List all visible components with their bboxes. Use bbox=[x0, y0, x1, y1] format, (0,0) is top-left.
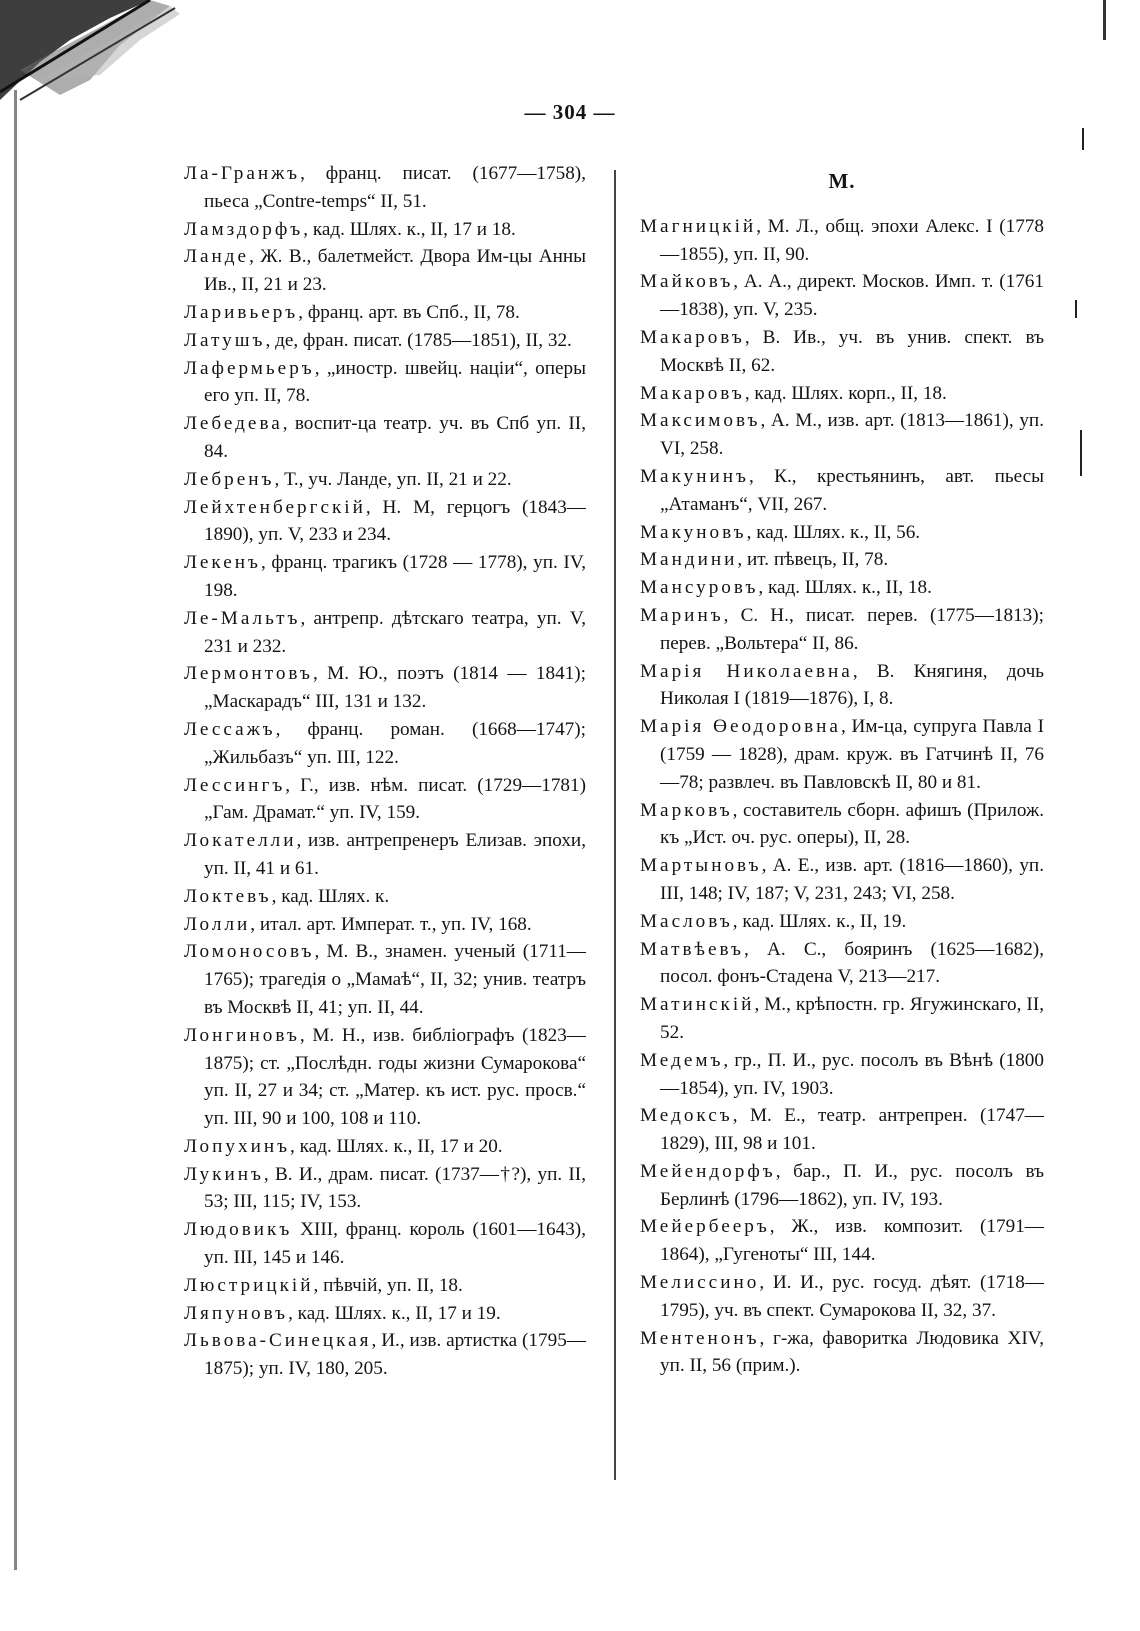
entry-name: Локтевъ bbox=[184, 885, 272, 907]
entry-text: , франц. писат. (1677—1758), пьеса „Contre-temps“ II, 51. bbox=[204, 163, 586, 212]
entry-text: , бар., П. И., рус. посолъ въ Берлинѣ (1796—1862), уп. IV, 193. bbox=[660, 1160, 1044, 1210]
index-entry bbox=[184, 1133, 586, 1161]
entry-name: Мандини bbox=[640, 549, 738, 571]
index-entry bbox=[640, 852, 1044, 908]
entry-name: Ляпуновъ bbox=[184, 1302, 289, 1324]
entry-text: , В. Княгиня, дочь Николая I (1819—1876), I, 8. bbox=[660, 660, 1045, 710]
entry-name: Мартыновъ bbox=[640, 855, 762, 877]
entry-name: Лафермьеръ bbox=[184, 357, 315, 379]
entry-text: , ит. пѣвецъ, II, 78. bbox=[737, 549, 889, 571]
edge-mark bbox=[1080, 430, 1082, 476]
entry-text: , В. Ив., уч. въ унив. спект. въ Москвѣ II, 62. bbox=[660, 326, 1044, 376]
entry-text: , пѣвчій, уп. II, 18. bbox=[313, 1274, 463, 1296]
entry-text: , А. Е., изв. арт. (1816—1860), уп. III, 148; IV, 187; V, 231, 243; VI, 258. bbox=[660, 855, 1044, 904]
entry-name: Марковъ bbox=[640, 799, 733, 821]
index-entry bbox=[640, 519, 1044, 547]
entry-name: Локателли bbox=[184, 830, 297, 852]
entry-name: Марія Өеодоровна bbox=[640, 716, 841, 738]
index-entry bbox=[640, 1269, 1044, 1325]
index-entry bbox=[184, 410, 586, 466]
index-entry bbox=[184, 1327, 586, 1383]
entry-text: , кад. Шлях. к., II, 17 и 19. bbox=[288, 1302, 501, 1324]
entry-text: , Ж. В., балетмейст. Двора Им-цы Анны Ив., II, 21 и 23. bbox=[204, 246, 586, 296]
entry-name: Лермонтовъ bbox=[184, 663, 313, 685]
entry-text: , Г., изв. нѣм. писат. (1729—1781) „Гам. Драмат.“ уп. IV, 159. bbox=[204, 774, 586, 824]
entry-text: , Им-ца, супруга Павла I (1759 — 1828), драм. круж. въ Гатчинѣ II, 76—78; развлеч. въ Павловскѣ II, 80 и 81. bbox=[660, 716, 1044, 793]
index-entry bbox=[640, 213, 1044, 269]
index-entry bbox=[184, 660, 586, 716]
index-entry bbox=[640, 908, 1044, 936]
left-column bbox=[184, 160, 586, 1383]
index-entry bbox=[184, 1272, 586, 1300]
entry-text: , воспит-ца театр. уч. въ Спб уп. II, 84. bbox=[204, 413, 586, 462]
index-entry bbox=[640, 1158, 1044, 1214]
entry-text: , антрепр. дѣтскаго театра, уп. V, 231 и 232. bbox=[204, 607, 586, 657]
entry-text: , И. И., рус. госуд. дѣят. (1718—1795), уч. въ спект. Сумарокова II, 32, 37. bbox=[660, 1272, 1044, 1321]
entry-text: , М. Л., общ. эпохи Алекс. I (1778—1855), уп. II, 90. bbox=[660, 215, 1044, 265]
entry-text: , кад. Шлях. к., II, 17 и 20. bbox=[290, 1135, 503, 1157]
entry-text: , кад. Шлях. корп., II, 18. bbox=[744, 382, 947, 404]
entry-text: , С. Н., писат. перев. (1775—1813); перев. „Вольтера“ II, 86. bbox=[660, 604, 1044, 654]
entry-name: Ле-Мальтъ bbox=[184, 607, 301, 629]
entry-name: Майковъ bbox=[640, 271, 734, 293]
entry-text: , К., крестьянинъ, авт. пьесы „Атаманъ“, VII, 267. bbox=[660, 465, 1044, 515]
index-entry bbox=[640, 463, 1044, 519]
index-entry bbox=[184, 216, 586, 244]
entry-name: Ломоносовъ bbox=[184, 941, 315, 963]
entry-text: , кад. Шлях. к., II, 17 и 18. bbox=[303, 218, 516, 240]
entry-text: , Ж., изв. композит. (1791—1864), „Гугеноты“ III, 144. bbox=[660, 1216, 1044, 1266]
entry-text: , М. Ю., поэтъ (1814 — 1841); „Маскарадъ“ III, 131 и 132. bbox=[204, 663, 586, 713]
index-entry bbox=[640, 797, 1044, 853]
index-entry bbox=[640, 658, 1044, 714]
entry-name: Макаровъ bbox=[640, 326, 745, 348]
entry-text: , кад. Шлях. к. bbox=[271, 885, 390, 907]
entry-name: Маринъ bbox=[640, 604, 724, 626]
index-entry bbox=[184, 1300, 586, 1328]
entry-text: , А. М., изв. арт. (1813—1861), уп. VI, 258. bbox=[660, 410, 1044, 460]
entry-text: , А. С., бояринъ (1625—1682), посол. фонъ-Стадена V, 213—217. bbox=[660, 938, 1044, 988]
entry-name: Матинскій bbox=[640, 994, 755, 1016]
index-entry bbox=[184, 772, 586, 828]
index-entry bbox=[184, 1216, 586, 1272]
index-entry bbox=[184, 827, 586, 883]
entry-name: Макаровъ bbox=[640, 382, 745, 404]
index-entry bbox=[640, 713, 1044, 796]
entry-name: Лонгиновъ bbox=[184, 1024, 300, 1046]
index-entry bbox=[640, 546, 1044, 574]
entry-name: Лукинъ bbox=[184, 1163, 264, 1185]
index-entry bbox=[640, 936, 1044, 992]
index-entry bbox=[184, 355, 586, 411]
entry-text: , Т., уч. Ланде, уп. II, 21 и 22. bbox=[274, 468, 512, 490]
entry-name: Мансуровъ bbox=[640, 577, 759, 599]
index-entry bbox=[184, 299, 586, 327]
entry-text: , „иностр. швейц. націи“, оперы его уп. II, 78. bbox=[204, 357, 586, 407]
entry-name: Лекенъ bbox=[184, 552, 261, 574]
entry-name: Масловъ bbox=[640, 910, 733, 932]
entry-text: , А. А., директ. Москов. Имп. т. (1761—1838), уп. V, 235. bbox=[660, 271, 1044, 321]
index-entry bbox=[184, 605, 586, 661]
entry-name: Магницкій bbox=[640, 215, 757, 237]
entry-name: Марія Николаевна bbox=[640, 660, 853, 682]
entry-name: Макунинъ bbox=[640, 465, 749, 487]
page-number: — 304 — bbox=[524, 100, 616, 124]
index-entry bbox=[640, 574, 1044, 602]
index-entry bbox=[640, 1047, 1044, 1103]
index-entry bbox=[640, 1213, 1044, 1269]
index-entry bbox=[184, 549, 586, 605]
entry-text: , франц. трагикъ (1728 — 1778), уп. IV, 198. bbox=[204, 552, 586, 601]
entry-name: Максимовъ bbox=[640, 410, 761, 432]
index-entry bbox=[184, 160, 586, 216]
entry-name: Люстрицкій bbox=[184, 1274, 314, 1296]
entry-name: Ларивьеръ bbox=[184, 301, 299, 323]
entry-text: , кад. Шлях. к., II, 19. bbox=[732, 910, 907, 932]
entry-name: Макуновъ bbox=[640, 521, 747, 543]
entry-text: , изв. антрепренеръ Елизав. эпохи, уп. II, 41 и 61. bbox=[204, 830, 586, 879]
entry-name: Медоксъ bbox=[640, 1105, 733, 1127]
index-entry bbox=[640, 991, 1044, 1047]
index-entry bbox=[640, 602, 1044, 658]
entry-text: XIII, франц. король (1601—1643), уп. III, 145 и 146. bbox=[204, 1219, 586, 1269]
entry-text: , де, фран. писат. (1785—1851), II, 32. bbox=[265, 329, 572, 351]
entry-name: Мейендорфъ bbox=[640, 1160, 776, 1182]
index-entry bbox=[184, 716, 586, 772]
entry-text: , Н. М, герцогъ (1843—1890), уп. V, 233 и 234. bbox=[204, 496, 586, 546]
entry-name: Лопухинъ bbox=[184, 1135, 291, 1157]
index-entry bbox=[184, 1022, 586, 1133]
index-entry bbox=[640, 1102, 1044, 1158]
entry-text: , составитель сборн. афишъ (Прилож. къ „Ист. оч. рус. оперы), II, 28. bbox=[660, 799, 1044, 849]
entry-name: Лейхтенбергскій bbox=[184, 496, 366, 518]
entry-name: Людовикъ bbox=[184, 1219, 293, 1241]
entry-text: , В. И., драм. писат. (1737—†?), уп. II, 53; III, 115; IV, 153. bbox=[204, 1163, 586, 1213]
index-entry bbox=[640, 324, 1044, 380]
index-entry bbox=[184, 327, 586, 355]
entry-name: Лолли bbox=[184, 913, 251, 935]
entry-text: , М. Н., изв. библіографъ (1823—1875); ст. „Послѣдн. годы жизни Сумарокова“ уп. II, 27 и 34; ст. „Матер. къ ист. рус. просв.“ уп. III, 90 и 100, 108 и 110. bbox=[204, 1024, 586, 1130]
entry-name: Латушъ bbox=[184, 329, 266, 351]
entry-name: Львова-Синецкая bbox=[184, 1330, 372, 1352]
column-divider bbox=[614, 170, 616, 1480]
entry-text: , кад. Шлях. к., II, 56. bbox=[746, 521, 921, 543]
entry-text: , франц. арт. въ Спб., II, 78. bbox=[298, 301, 520, 323]
index-entry bbox=[640, 1325, 1044, 1381]
entry-name: Мейербееръ bbox=[640, 1216, 770, 1238]
entry-text: , г-жа, фаворитка Людовика XIV, уп. II, 56 (прим.). bbox=[660, 1327, 1044, 1377]
index-entry bbox=[184, 911, 586, 939]
entry-name: Матвѣевъ bbox=[640, 938, 744, 960]
index-entry bbox=[640, 268, 1044, 324]
entry-text: , И., изв. артистка (1795—1875); уп. IV, 180, 205. bbox=[204, 1330, 586, 1380]
entry-name: Ла-Гранжъ bbox=[184, 163, 301, 184]
entry-name: Ланде bbox=[184, 246, 250, 268]
index-entry bbox=[184, 1161, 586, 1217]
entry-text: , М. Е., театр. антрепрен. (1747—1829), III, 98 и 101. bbox=[660, 1105, 1044, 1155]
index-entry bbox=[184, 883, 586, 911]
right-column bbox=[640, 160, 1044, 1380]
right-edge-mark bbox=[1103, 0, 1106, 40]
left-binding-edge bbox=[14, 90, 17, 1570]
entry-name: Лебедева bbox=[184, 413, 283, 435]
index-entry bbox=[184, 494, 586, 550]
torn-corner-scan-artifact bbox=[0, 0, 240, 150]
index-entry bbox=[640, 407, 1044, 463]
index-entry bbox=[184, 243, 586, 299]
entry-text: , гр., П. И., рус. посолъ въ Вѣнѣ (1800—1854), уп. IV, 1903. bbox=[660, 1049, 1044, 1099]
entry-text: , итал. арт. Императ. т., уп. IV, 168. bbox=[250, 913, 532, 935]
entry-text: , М., крѣпостн. гр. Ягужинскаго, II, 52. bbox=[660, 994, 1044, 1043]
entry-name: Лессажъ bbox=[184, 718, 276, 740]
entry-name: Мелиссино bbox=[640, 1272, 760, 1294]
entry-text: , М. В., знамен. ученый (1711—1765); трагедія о „Мамаѣ“, II, 32; унив. театръ въ Москвѣ II, 41; уп. II, 44. bbox=[204, 941, 586, 1018]
entry-name: Лессингъ bbox=[184, 774, 286, 796]
entry-name: Ламздорфъ bbox=[184, 218, 304, 240]
index-entry bbox=[640, 380, 1044, 408]
entry-text: , кад. Шлях. к., II, 18. bbox=[758, 577, 932, 599]
entry-name: Лебренъ bbox=[184, 468, 275, 490]
entry-name: Медемъ bbox=[640, 1049, 724, 1071]
edge-mark bbox=[1075, 300, 1077, 318]
entry-name: Ментенонъ bbox=[640, 1327, 760, 1349]
entry-text: , франц. роман. (1668—1747); „Жильбазъ“ уп. III, 122. bbox=[204, 718, 586, 768]
section-letter: М. bbox=[828, 169, 856, 193]
index-entry bbox=[184, 466, 586, 494]
index-entry bbox=[184, 938, 586, 1021]
edge-mark bbox=[1082, 128, 1084, 150]
